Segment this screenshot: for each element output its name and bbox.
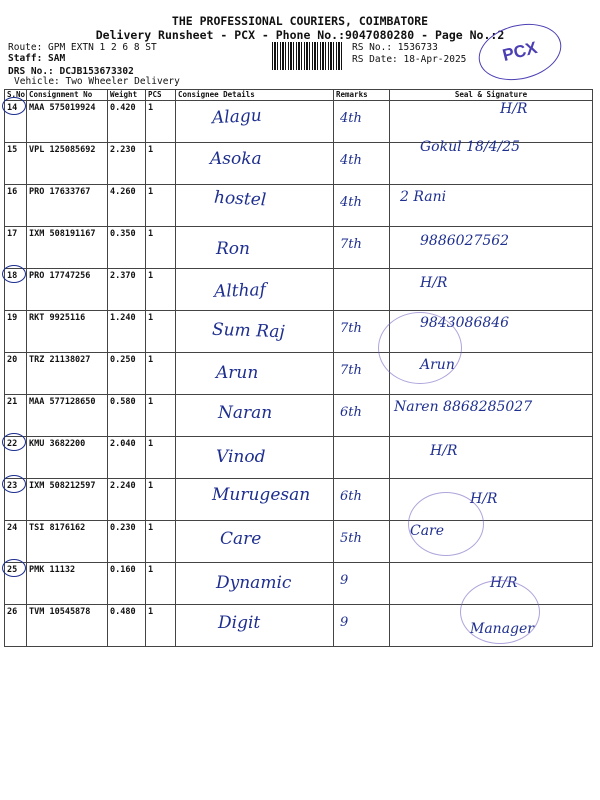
- cell-consignment: MAA 577128650: [27, 395, 108, 437]
- handwritten-signature: Arun: [420, 357, 455, 373]
- cell-pcs: 1: [146, 143, 176, 185]
- cell-consignee: [176, 437, 334, 479]
- cell-weight: 2.240: [108, 479, 146, 521]
- sno-circle-mark: [2, 559, 26, 577]
- cell-signature: [390, 269, 593, 311]
- cell-signature: [390, 139, 593, 185]
- cell-consignee: [176, 521, 334, 563]
- table-row: [5, 479, 593, 521]
- handwritten-remark: 7th: [340, 237, 362, 252]
- handwritten-signature: H/R: [490, 575, 518, 591]
- handwritten-consignee: Ron: [216, 239, 250, 259]
- seal-stamp: [460, 580, 540, 644]
- handwritten-remark: 7th: [340, 321, 362, 336]
- handwritten-signature: H/R: [500, 101, 528, 117]
- handwritten-consignee: Sum Raj: [211, 319, 286, 343]
- cell-signature: [390, 185, 593, 227]
- sno-circle-mark: [2, 433, 26, 451]
- handwritten-signature: 9886027562: [420, 233, 510, 249]
- cell-pcs: 1: [146, 101, 176, 143]
- handwritten-remark: 6th: [340, 489, 362, 504]
- cell-remarks: [334, 227, 390, 269]
- cell-remarks: [334, 563, 390, 605]
- cell-signature: [390, 437, 593, 479]
- cell-consignment: PRO 17747256: [27, 269, 108, 311]
- table-row: [5, 269, 593, 311]
- cell-pcs: 1: [146, 521, 176, 563]
- company-title: THE PROFESSIONAL COURIERS, COIMBATORE: [171, 14, 429, 28]
- table-row: [5, 101, 593, 143]
- cell-consignment: MAA 575019924: [27, 101, 108, 143]
- col-pcs: PCS: [146, 90, 176, 101]
- pcx-stamp-text: PCX: [500, 38, 540, 65]
- cell-consignee: [176, 479, 334, 521]
- cell-remarks: [334, 479, 390, 521]
- cell-remarks: [334, 143, 390, 185]
- handwritten-remark: 4th: [340, 195, 362, 210]
- cell-weight: 2.230: [108, 143, 146, 185]
- handwritten-signature: H/R: [430, 443, 458, 459]
- cell-pcs: 1: [146, 479, 176, 521]
- handwritten-remark: 4th: [340, 111, 362, 126]
- table-row: [5, 353, 593, 395]
- cell-consignee: [176, 563, 334, 605]
- cell-consignment: VPL 125085692: [27, 143, 108, 185]
- rs-number: RS No.: 1536733: [352, 42, 438, 53]
- handwritten-remark: 9: [340, 615, 349, 630]
- cell-sno: 23: [5, 479, 27, 521]
- table-row: [5, 311, 593, 353]
- cell-consignment: PRO 17633767: [27, 185, 108, 227]
- cell-weight: 0.480: [108, 605, 146, 647]
- col-weight: Weight: [108, 90, 146, 101]
- cell-weight: 2.370: [108, 269, 146, 311]
- cell-consignee: [176, 395, 334, 437]
- staff-label: Staff: SAM: [8, 53, 66, 64]
- table-row: [5, 395, 593, 437]
- cell-weight: 4.260: [108, 185, 146, 227]
- handwritten-signature: H/R: [420, 275, 448, 291]
- handwritten-signature: Gokul 18/4/25: [420, 139, 521, 155]
- route-label: Route: GPM EXTN 1 2 6 8 ST: [8, 42, 157, 53]
- cell-consignee: [176, 185, 334, 227]
- cell-pcs: 1: [146, 269, 176, 311]
- cell-remarks: [334, 185, 390, 227]
- cell-weight: 0.230: [108, 521, 146, 563]
- cell-weight: 1.240: [108, 311, 146, 353]
- cell-consignee: [176, 227, 334, 269]
- cell-remarks: [334, 437, 390, 479]
- handwritten-consignee: Arun: [216, 363, 259, 383]
- cell-remarks: [334, 101, 390, 143]
- seal-stamp: [378, 312, 462, 384]
- cell-sno: 26: [5, 605, 27, 647]
- col-signature: Seal & Signature: [390, 90, 593, 101]
- cell-consignment: KMU 3682200: [27, 437, 108, 479]
- handwritten-remark: 4th: [340, 153, 362, 168]
- cell-signature: [390, 101, 593, 143]
- cell-remarks: [334, 521, 390, 563]
- runsheet-subtitle: Delivery Runsheet - PCX - Phone No.:9047080280 - Page No.:2: [95, 28, 505, 42]
- cell-pcs: 1: [146, 227, 176, 269]
- cell-remarks: [334, 395, 390, 437]
- cell-weight: 0.580: [108, 395, 146, 437]
- col-consignee: Consignee Details: [176, 90, 334, 101]
- handwritten-consignee: Digit: [218, 613, 261, 633]
- handwritten-consignee: Althaf: [213, 280, 267, 302]
- cell-pcs: 1: [146, 437, 176, 479]
- col-consignment: Consignment No: [27, 90, 108, 101]
- handwritten-signature: 2 Rani: [400, 189, 447, 205]
- cell-consignee: [176, 143, 334, 185]
- table-row: [5, 185, 593, 227]
- vehicle-label: Vehicle: Two Wheeler Delivery: [14, 76, 180, 87]
- col-sno: S.No: [5, 90, 27, 101]
- handwritten-signature: Naren 8868285027: [394, 399, 533, 415]
- cell-remarks: [334, 269, 390, 311]
- cell-signature: [390, 227, 593, 269]
- handwritten-consignee: Dynamic: [216, 573, 292, 593]
- cell-sno: 20: [5, 353, 27, 395]
- cell-remarks: [334, 605, 390, 647]
- cell-weight: 2.040: [108, 437, 146, 479]
- cell-consignment: IXM 508212597: [27, 479, 108, 521]
- handwritten-signature: 9843086846: [420, 315, 510, 331]
- cell-pcs: 1: [146, 311, 176, 353]
- cell-consignee: [176, 605, 334, 647]
- handwritten-signature: Care: [410, 523, 445, 539]
- cell-sno: 22: [5, 437, 27, 479]
- cell-consignee: [176, 353, 334, 395]
- cell-sno: 19: [5, 311, 27, 353]
- cell-consignment: TVM 10545878: [27, 605, 108, 647]
- cell-consignment: TRZ 21138027: [27, 353, 108, 395]
- cell-sno: 25: [5, 563, 27, 605]
- table-row: [5, 143, 593, 185]
- cell-consignee: [176, 269, 334, 311]
- drs-number: DRS No.: DCJB153673302: [8, 66, 134, 77]
- table-row: [5, 521, 593, 563]
- table-row: [5, 437, 593, 479]
- cell-sno: 21: [5, 395, 27, 437]
- cell-sno: 18: [5, 269, 27, 311]
- cell-consignment: RKT 9925116: [27, 311, 108, 353]
- cell-sno: 16: [5, 185, 27, 227]
- cell-pcs: 1: [146, 395, 176, 437]
- handwritten-signature: H/R: [470, 491, 498, 507]
- handwritten-remark: 5th: [340, 531, 362, 546]
- cell-weight: 0.350: [108, 227, 146, 269]
- cell-sno: 24: [5, 521, 27, 563]
- sno-circle-mark: [2, 97, 26, 115]
- col-remarks: Remarks: [334, 90, 390, 101]
- handwritten-consignee: hostel: [213, 187, 267, 211]
- sno-circle-mark: [2, 265, 26, 283]
- cell-pcs: 1: [146, 605, 176, 647]
- cell-pcs: 1: [146, 185, 176, 227]
- cell-pcs: 1: [146, 353, 176, 395]
- cell-sno: 17: [5, 227, 27, 269]
- handwritten-consignee: Vinod: [216, 447, 266, 467]
- handwritten-remark: 7th: [340, 363, 362, 378]
- cell-consignee: [176, 101, 334, 143]
- handwritten-consignee: Care: [220, 529, 262, 549]
- cell-consignment: PMK 11132: [27, 563, 108, 605]
- seal-stamp: [408, 492, 484, 556]
- handwritten-consignee: Naran: [218, 403, 273, 423]
- cell-consignee: [176, 311, 334, 353]
- cell-signature: [390, 395, 593, 437]
- cell-consignment: IXM 508191167: [27, 227, 108, 269]
- handwritten-remark: 6th: [340, 405, 362, 420]
- barcode: [272, 42, 344, 70]
- cell-sno: 14: [5, 101, 27, 143]
- cell-consignment: TSI 8176162: [27, 521, 108, 563]
- cell-weight: 0.250: [108, 353, 146, 395]
- sno-circle-mark: [2, 475, 26, 493]
- table-row: [5, 227, 593, 269]
- rs-date: RS Date: 18-Apr-2025: [352, 54, 467, 65]
- handwritten-signature: Manager: [470, 621, 534, 637]
- handwritten-consignee: Murugesan: [212, 485, 311, 505]
- handwritten-remark: 9: [340, 573, 349, 588]
- handwritten-consignee: Alagu: [211, 105, 263, 129]
- cell-sno: 15: [5, 143, 27, 185]
- cell-pcs: 1: [146, 563, 176, 605]
- handwritten-consignee: Asoka: [210, 149, 262, 169]
- table-header-row: [5, 90, 593, 101]
- cell-weight: 0.420: [108, 101, 146, 143]
- runsheet-table: [4, 89, 593, 647]
- cell-weight: 0.160: [108, 563, 146, 605]
